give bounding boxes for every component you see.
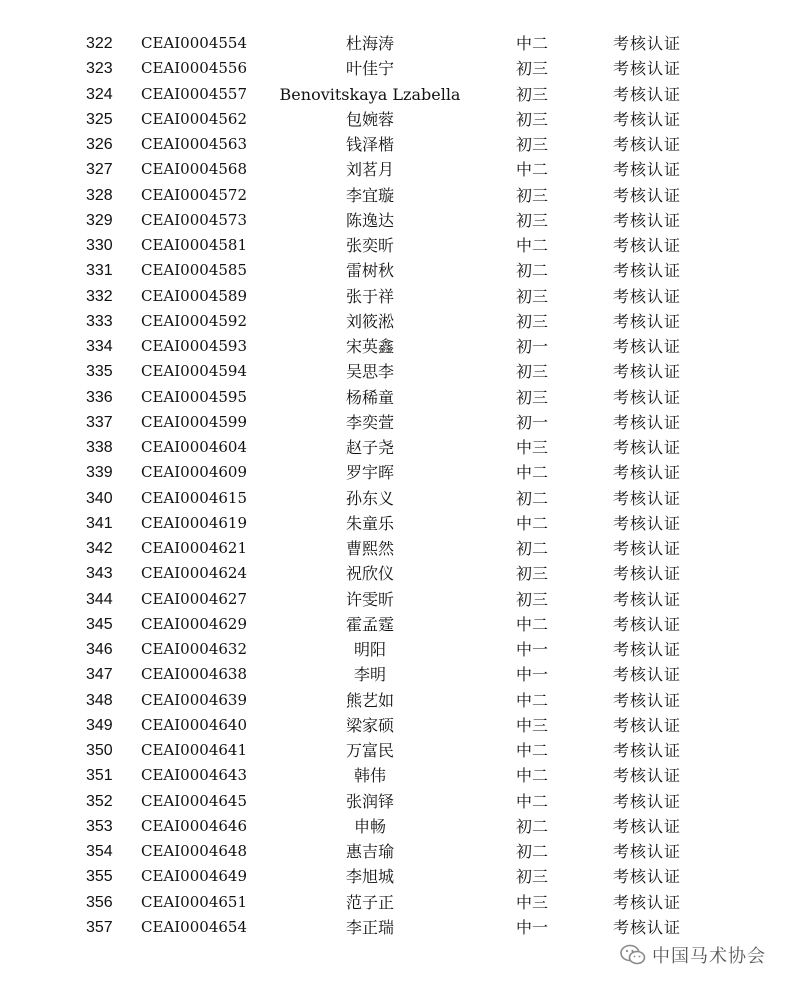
status-text: 考核认证 xyxy=(613,715,682,735)
status-text: 考核认证 xyxy=(613,185,682,205)
status-text: 考核认证 xyxy=(613,539,682,558)
row-number: 348 xyxy=(86,691,113,709)
row-number: 352 xyxy=(86,792,113,810)
row-number: 356 xyxy=(86,893,113,911)
member-id: CEAI0004562 xyxy=(141,109,247,128)
row-number: 353 xyxy=(86,817,113,835)
member-name: 张润铎 xyxy=(345,791,394,811)
grade-level: 中二 xyxy=(516,690,549,710)
member-id: CEAI0004654 xyxy=(141,917,247,936)
status-text: 考核认证 xyxy=(613,337,682,356)
member-id: CEAI0004651 xyxy=(141,892,247,911)
status-text: 考核认证 xyxy=(613,892,682,912)
member-name: 罗宇晖 xyxy=(345,463,394,483)
table-row xyxy=(0,56,792,81)
table-row xyxy=(0,460,792,485)
member-name: 李奕萱 xyxy=(345,412,394,432)
member-name: 张于祥 xyxy=(345,286,394,306)
member-id: CEAI0004619 xyxy=(141,513,247,532)
grade-level: 中二 xyxy=(516,791,549,811)
member-id: CEAI0004573 xyxy=(141,210,247,229)
watermark xyxy=(620,938,766,972)
member-name: 雷树秋 xyxy=(345,261,394,281)
grade-level: 中二 xyxy=(516,513,549,533)
table-row xyxy=(0,132,792,157)
row-number: 336 xyxy=(86,388,113,406)
table-row xyxy=(0,713,792,738)
member-name: 祝欣仪 xyxy=(345,564,394,584)
grade-level: 初三 xyxy=(516,589,549,609)
member-id: CEAI0004646 xyxy=(141,816,247,835)
row-number: 330 xyxy=(86,237,113,254)
grade-level: 初三 xyxy=(516,311,549,331)
member-name: 孙东义 xyxy=(345,488,394,508)
status-text: 考核认证 xyxy=(613,564,682,584)
row-number: 349 xyxy=(86,716,113,734)
table-row xyxy=(0,511,792,536)
member-name: 李宜璇 xyxy=(345,185,394,205)
member-id: CEAI0004609 xyxy=(141,463,247,482)
grade-level: 中二 xyxy=(516,741,549,760)
table-row xyxy=(0,864,792,889)
member-name: 韩伟 xyxy=(353,766,386,786)
member-name: 杨稀童 xyxy=(345,387,394,407)
member-name: 钱泽楷 xyxy=(345,135,394,154)
status-text: 考核认证 xyxy=(613,412,682,432)
member-id: CEAI0004627 xyxy=(141,589,247,608)
member-id: CEAI0004604 xyxy=(141,438,247,456)
status-text: 考核认证 xyxy=(613,59,682,79)
member-id: CEAI0004643 xyxy=(141,766,247,785)
status-text: 考核认证 xyxy=(613,640,682,659)
grade-level: 初一 xyxy=(516,412,549,432)
row-number: 338 xyxy=(86,439,113,456)
member-name: 梁家硕 xyxy=(345,715,394,735)
member-id: CEAI0004595 xyxy=(141,387,247,406)
table-row xyxy=(0,839,792,864)
member-name: 朱童乐 xyxy=(345,513,394,533)
member-name: 杜海涛 xyxy=(345,34,394,53)
table-row xyxy=(0,536,792,561)
table-row xyxy=(0,814,792,839)
member-name: 许雯昕 xyxy=(345,589,394,609)
row-number: 350 xyxy=(86,742,113,759)
row-number: 327 xyxy=(86,161,113,179)
status-text: 考核认证 xyxy=(613,286,682,306)
table-row xyxy=(0,284,792,309)
status-text: 考核认证 xyxy=(613,109,682,129)
status-text: 考核认证 xyxy=(613,135,682,154)
grade-level: 初三 xyxy=(516,564,549,584)
grade-level: 中三 xyxy=(516,715,549,735)
table-row xyxy=(0,789,792,814)
member-id: CEAI0004589 xyxy=(141,286,247,305)
grade-level: 初三 xyxy=(516,185,549,205)
table-row xyxy=(0,915,792,940)
row-number: 335 xyxy=(86,363,113,381)
grade-level: 初三 xyxy=(516,362,549,382)
member-id: CEAI0004581 xyxy=(141,236,247,254)
table-row xyxy=(0,435,792,460)
member-name: 包婉蓉 xyxy=(345,109,394,129)
member-name: 李正瑞 xyxy=(345,917,394,937)
status-text: 考核认证 xyxy=(613,311,682,331)
row-number: 347 xyxy=(86,666,113,684)
status-text: 考核认证 xyxy=(613,741,682,760)
table-row xyxy=(0,233,792,258)
member-name: 刘筱淞 xyxy=(345,311,394,331)
member-name: 熊艺如 xyxy=(345,690,394,710)
grade-level: 中一 xyxy=(516,665,549,685)
member-id: CEAI0004638 xyxy=(141,665,247,684)
member-id: CEAI0004556 xyxy=(141,59,247,78)
watermark-text: 中国马术协会 xyxy=(652,946,766,967)
status-text: 考核认证 xyxy=(613,842,682,861)
member-name: 惠吉瑜 xyxy=(345,842,394,861)
member-name: 明阳 xyxy=(353,640,386,659)
member-name: 申畅 xyxy=(353,816,386,836)
grade-level: 初三 xyxy=(516,109,549,129)
row-number: 357 xyxy=(86,918,113,936)
member-id: CEAI0004615 xyxy=(141,488,247,507)
grade-level: 初二 xyxy=(516,816,549,836)
grade-level: 初一 xyxy=(516,337,549,356)
status-text: 考核认证 xyxy=(613,766,682,786)
table-row xyxy=(0,183,792,208)
member-id: CEAI0004621 xyxy=(141,539,247,557)
row-number: 333 xyxy=(86,312,113,330)
row-number: 345 xyxy=(86,615,113,633)
status-text: 考核认证 xyxy=(613,488,682,508)
grade-level: 初二 xyxy=(516,261,549,281)
row-number: 323 xyxy=(86,60,113,78)
row-number: 342 xyxy=(86,540,113,557)
member-name: 范子正 xyxy=(345,892,394,912)
row-number: 325 xyxy=(86,110,113,128)
row-number: 354 xyxy=(86,843,113,860)
row-number: 324 xyxy=(86,85,113,103)
member-id: CEAI0004585 xyxy=(141,261,247,280)
grade-level: 初二 xyxy=(516,539,549,558)
row-number: 328 xyxy=(86,186,113,204)
row-number: 329 xyxy=(86,211,113,229)
table-row xyxy=(0,410,792,435)
row-number: 340 xyxy=(86,489,113,507)
table-row xyxy=(0,334,792,359)
row-number: 343 xyxy=(86,565,113,583)
status-text: 考核认证 xyxy=(613,210,682,230)
grade-level: 初三 xyxy=(516,867,549,887)
table-row xyxy=(0,587,792,612)
table-row xyxy=(0,486,792,511)
status-text: 考核认证 xyxy=(613,614,682,634)
table-row xyxy=(0,637,792,662)
status-text: 考核认证 xyxy=(613,690,682,710)
grade-level: 初三 xyxy=(516,135,549,154)
table-row xyxy=(0,208,792,233)
row-number: 355 xyxy=(86,868,113,886)
row-number: 339 xyxy=(86,464,113,482)
grade-level: 中三 xyxy=(516,438,549,457)
grade-level: 中一 xyxy=(516,917,549,937)
member-name: 李旭城 xyxy=(345,867,394,887)
member-id: CEAI0004649 xyxy=(141,867,247,886)
status-text: 考核认证 xyxy=(613,589,682,609)
member-name: 叶佳宁 xyxy=(345,59,394,79)
member-name: Benovitskaya Lzabella xyxy=(279,84,461,104)
table-row xyxy=(0,763,792,788)
status-text: 考核认证 xyxy=(613,387,682,407)
row-number: 351 xyxy=(86,767,113,785)
grade-level: 初三 xyxy=(516,210,549,230)
member-id: CEAI0004624 xyxy=(141,564,247,583)
member-name: 吴思李 xyxy=(345,362,394,382)
member-id: CEAI0004645 xyxy=(141,791,247,810)
status-text: 考核认证 xyxy=(613,791,682,811)
member-id: CEAI0004641 xyxy=(141,741,247,759)
member-id: CEAI0004632 xyxy=(141,640,247,658)
member-id: CEAI0004572 xyxy=(141,185,247,204)
status-text: 考核认证 xyxy=(613,867,682,887)
member-name: 宋英鑫 xyxy=(345,337,394,356)
member-id: CEAI0004648 xyxy=(141,842,247,860)
member-name: 万富民 xyxy=(345,741,394,760)
grade-level: 中二 xyxy=(516,463,549,483)
table-row xyxy=(0,662,792,687)
table-row xyxy=(0,890,792,915)
row-number: 341 xyxy=(86,514,113,532)
status-text: 考核认证 xyxy=(613,261,682,281)
status-text: 考核认证 xyxy=(613,513,682,533)
grade-level: 初二 xyxy=(516,488,549,508)
grade-level: 初三 xyxy=(516,59,549,79)
table-row xyxy=(0,31,792,56)
table-row xyxy=(0,561,792,586)
status-text: 考核认证 xyxy=(613,463,682,483)
status-text: 考核认证 xyxy=(613,362,682,382)
member-id: CEAI0004563 xyxy=(141,135,247,153)
status-text: 考核认证 xyxy=(613,438,682,457)
table-row xyxy=(0,738,792,763)
member-name: 赵子尧 xyxy=(345,438,394,457)
grade-level: 中二 xyxy=(516,34,549,53)
row-number: 344 xyxy=(86,590,113,608)
member-id: CEAI0004594 xyxy=(141,362,247,381)
grade-level: 中二 xyxy=(516,160,549,180)
results-table xyxy=(0,31,792,940)
member-name: 张奕昕 xyxy=(345,236,394,255)
row-number: 331 xyxy=(86,262,113,280)
member-id: CEAI0004592 xyxy=(141,311,247,330)
row-number: 346 xyxy=(86,641,113,658)
table-row xyxy=(0,82,792,107)
grade-level: 中二 xyxy=(516,236,549,255)
row-number: 322 xyxy=(86,35,113,52)
member-id: CEAI0004640 xyxy=(141,715,247,734)
grade-level: 初三 xyxy=(516,387,549,407)
member-name: 刘茗月 xyxy=(345,160,394,180)
status-text: 考核认证 xyxy=(613,236,682,255)
status-text: 考核认证 xyxy=(613,917,682,937)
table-row xyxy=(0,258,792,283)
row-number: 337 xyxy=(86,413,113,431)
member-id: CEAI0004557 xyxy=(141,84,247,103)
member-name: 李明 xyxy=(353,665,386,685)
member-id: CEAI0004639 xyxy=(141,690,247,709)
member-id: CEAI0004554 xyxy=(141,34,247,52)
status-text: 考核认证 xyxy=(613,160,682,180)
grade-level: 初三 xyxy=(516,286,549,306)
status-text: 考核认证 xyxy=(613,665,682,685)
member-id: CEAI0004629 xyxy=(141,614,247,633)
member-id: CEAI0004599 xyxy=(141,412,247,431)
table-row xyxy=(0,157,792,182)
grade-level: 中二 xyxy=(516,614,549,634)
grade-level: 初二 xyxy=(516,842,549,861)
grade-level: 中三 xyxy=(516,892,549,912)
member-name: 霍孟霆 xyxy=(345,614,394,634)
wechat-icon xyxy=(620,944,646,966)
table-row xyxy=(0,688,792,713)
status-text: 考核认证 xyxy=(613,816,682,836)
row-number: 332 xyxy=(86,287,113,305)
table-row xyxy=(0,612,792,637)
status-text: 考核认证 xyxy=(613,84,682,104)
grade-level: 中二 xyxy=(516,766,549,786)
grade-level: 初三 xyxy=(516,84,549,104)
table-row xyxy=(0,309,792,334)
table-row xyxy=(0,385,792,410)
row-number: 326 xyxy=(86,136,113,153)
row-number: 334 xyxy=(86,338,113,355)
table-row xyxy=(0,107,792,132)
table-row xyxy=(0,359,792,384)
status-text: 考核认证 xyxy=(613,34,682,53)
member-name: 陈逸达 xyxy=(345,210,394,230)
member-name: 曹熙然 xyxy=(345,539,394,558)
member-id: CEAI0004593 xyxy=(141,337,247,355)
grade-level: 中一 xyxy=(516,640,549,659)
member-id: CEAI0004568 xyxy=(141,160,247,179)
